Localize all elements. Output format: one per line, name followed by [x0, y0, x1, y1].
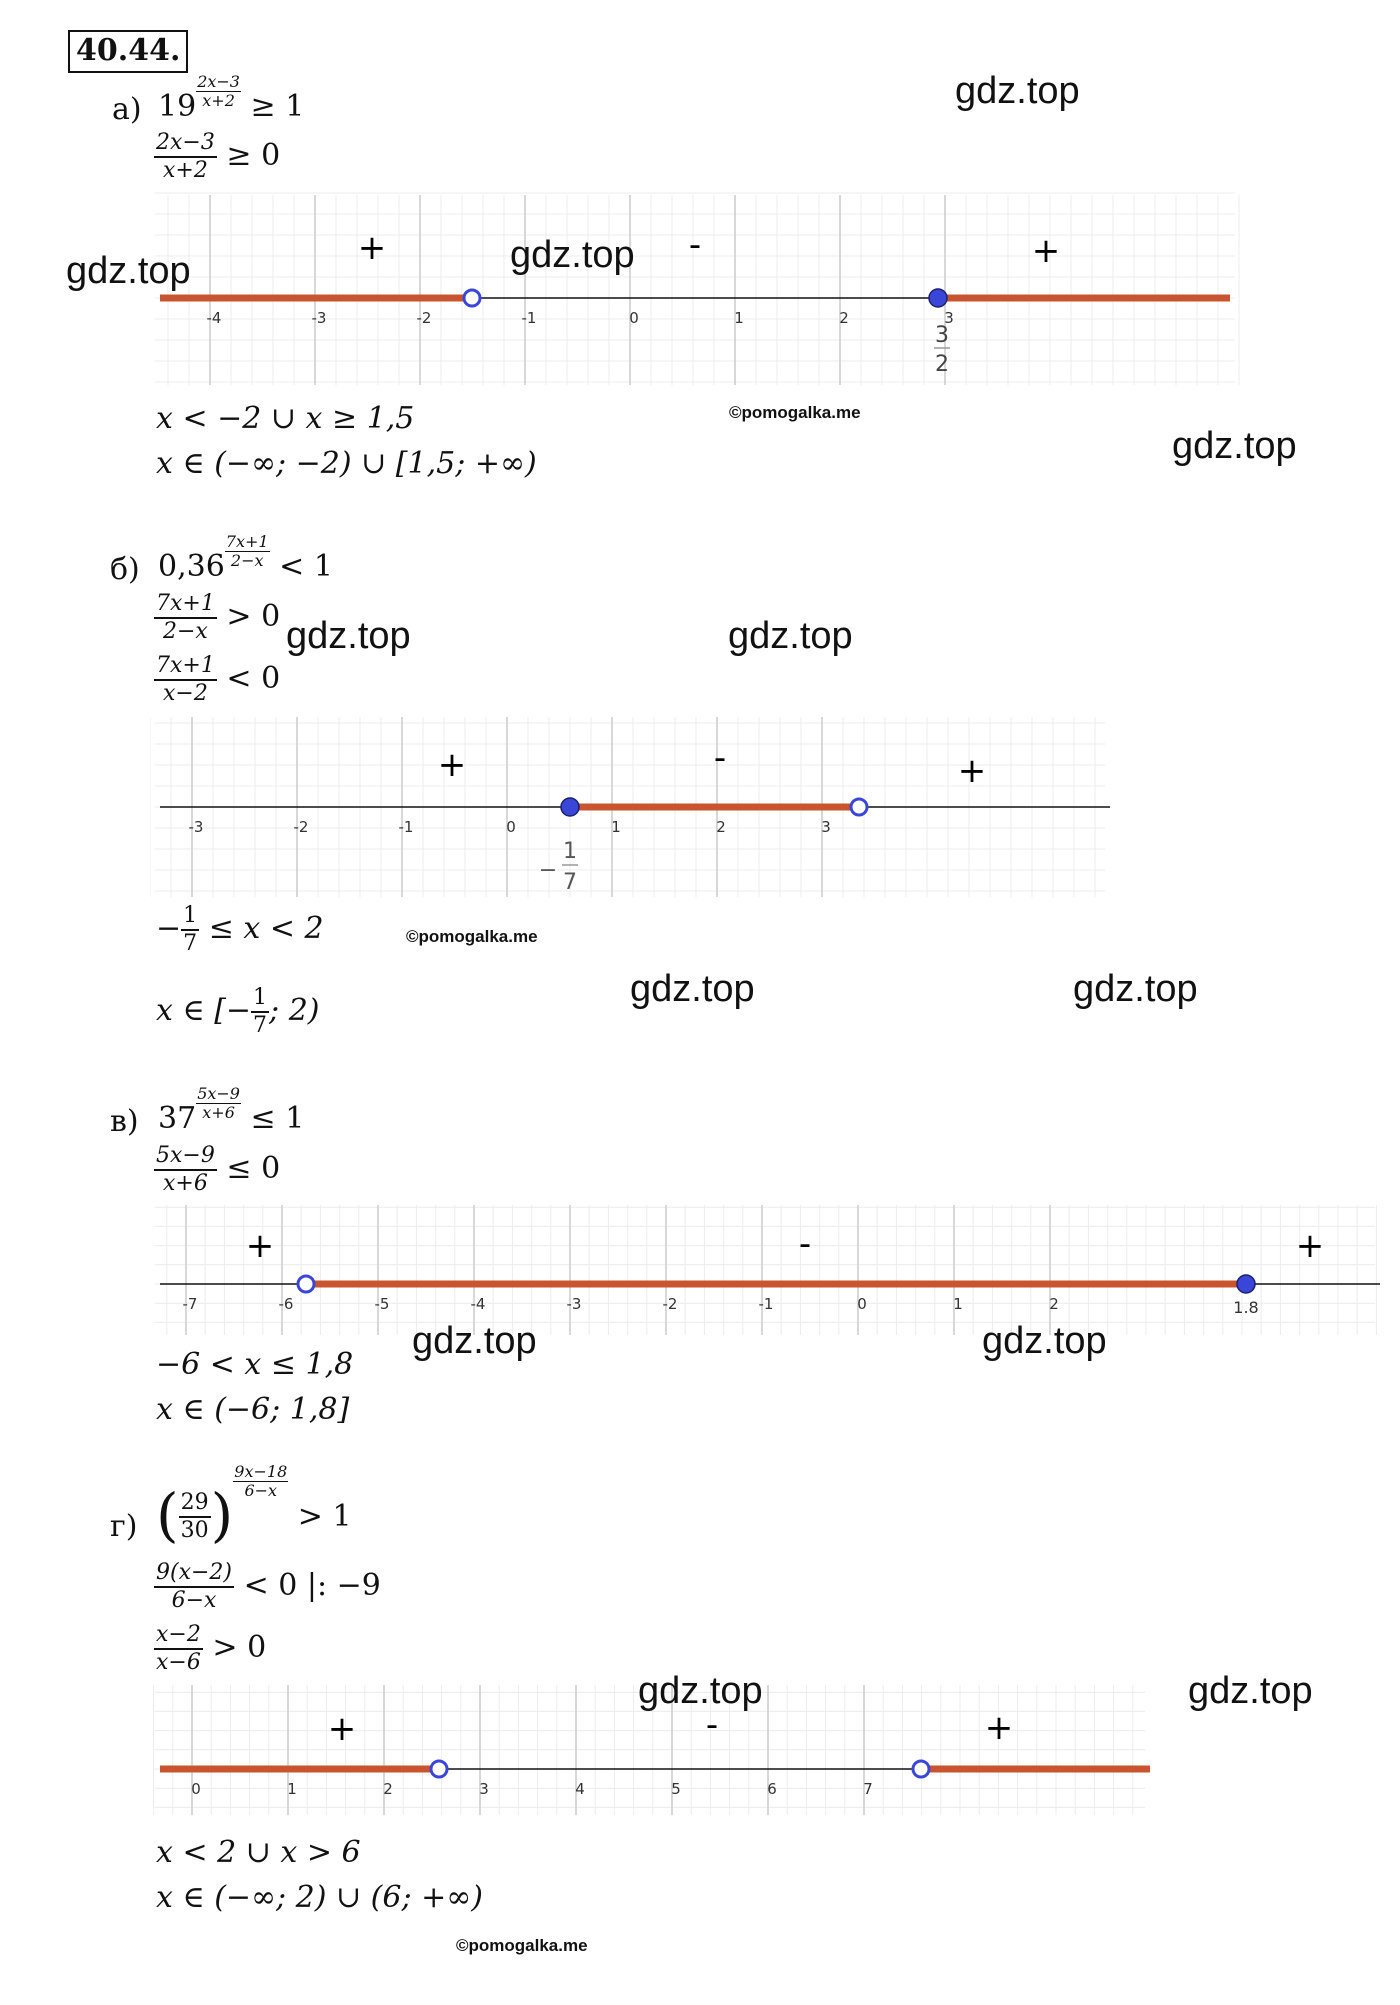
watermark: gdz.top: [1172, 425, 1297, 467]
watermark: gdz.top: [638, 1670, 763, 1712]
tick-label: 3: [479, 1780, 489, 1798]
part-b-sign-2: -: [713, 738, 727, 778]
part-c-number-line: [150, 1200, 1380, 1340]
part-a-step1: $\frac{2x-3}{x+2}$ ≥ 0: [156, 130, 281, 183]
tick-label: -3: [188, 818, 204, 836]
part-a-open-point: [464, 290, 480, 306]
part-b-label: б): [110, 552, 140, 587]
tick-label: 2: [839, 309, 849, 327]
watermark: gdz.top: [1188, 1670, 1313, 1712]
copyright-mark: ©pomogalka.me: [456, 1936, 588, 1955]
part-d-ticks: [191, 1780, 873, 1798]
part-a-point-num: 3: [935, 323, 949, 348]
part-c-open-point: [298, 1276, 314, 1292]
part-d-answer-1: x < 2 ∪ x > 6: [156, 1835, 361, 1870]
tick-label: -3: [566, 1295, 582, 1313]
copyright-mark: ©pomogalka.me: [729, 403, 861, 422]
part-c-point-label: 1.8: [1233, 1298, 1259, 1317]
tick-label: -1: [758, 1295, 774, 1313]
part-d-answer-2: x ∈ (−∞; 2) ∪ (6; +∞): [156, 1880, 483, 1915]
part-c-ticks: [183, 1295, 1059, 1313]
part-d-step2: $\frac{x-2}{x-6}$ > 0: [156, 1622, 267, 1675]
watermark: gdz.top: [728, 615, 853, 657]
tick-label: 0: [629, 309, 639, 327]
tick-label: -5: [374, 1295, 390, 1313]
tick-label: 2: [383, 1780, 393, 1798]
part-d-sign-2: -: [705, 1705, 719, 1745]
part-b-point-sign: −: [538, 858, 558, 883]
tick-label: -6: [278, 1295, 294, 1313]
part-c-answer-1: −6 < x ≤ 1,8: [156, 1347, 354, 1382]
part-a-number-line: [150, 190, 1240, 400]
part-b-point-num: 1: [563, 839, 577, 864]
part-a-answer-2: x ∈ (−∞; −2) ∪ [1,5; +∞): [156, 446, 537, 481]
tick-label: 5: [671, 1780, 681, 1798]
tick-label: 1: [611, 818, 621, 836]
tick-label: -4: [206, 309, 222, 327]
part-b-ticks: [189, 818, 831, 836]
tick-label: 1: [953, 1295, 963, 1313]
watermark: gdz.top: [412, 1320, 537, 1362]
tick-label: -3: [311, 309, 327, 327]
tick-label: 6: [767, 1780, 777, 1798]
part-a-sign-2: -: [688, 225, 702, 265]
part-d-step1: $\frac{9(x-2)}{6-x}$ < 0 |: −9: [156, 1560, 381, 1613]
tick-label: 7: [863, 1780, 873, 1798]
part-a-grid: [155, 193, 1239, 385]
watermark: gdz.top: [1073, 968, 1198, 1010]
part-d-open-point-2: [431, 1761, 447, 1777]
watermark: gdz.top: [510, 234, 635, 276]
tick-label: 0: [506, 818, 516, 836]
watermark: gdz.top: [630, 968, 755, 1010]
part-b-equation: 0,36 $\frac{7x+1}{2-x}$ < 1: [158, 532, 333, 584]
part-a-closed-point: [929, 289, 947, 307]
part-c-sign-1: +: [245, 1226, 275, 1266]
part-a-equation: 19 $\frac{2x-3}{x+2}$ ≥ 1: [158, 72, 305, 124]
part-a-answer-1: x < −2 ∪ x ≥ 1,5: [156, 401, 415, 436]
part-b-number-line: [150, 712, 1110, 912]
tick-label: 0: [191, 1780, 201, 1798]
part-c-sign-2: -: [798, 1224, 812, 1264]
tick-label: -1: [521, 309, 537, 327]
part-b-point-den: 7: [563, 870, 577, 895]
tick-label: -2: [662, 1295, 678, 1313]
tick-label: 4: [575, 1780, 585, 1798]
part-b-step1: $\frac{7x+1}{2-x}$ > 0: [156, 591, 281, 644]
tick-label: -2: [416, 309, 432, 327]
tick-label: 3: [944, 309, 954, 327]
part-d-sign-1: +: [327, 1709, 357, 1749]
part-b-answer-1: − $\frac{1}{7}$ ≤ x < 2: [156, 903, 324, 956]
watermark: gdz.top: [66, 250, 191, 292]
part-a-label: а): [112, 92, 142, 127]
part-d-equation: ( $\frac{29}{30}$ ) $\frac{9x-18}{6-x}$ > 1: [156, 1462, 352, 1549]
part-c-step1: $\frac{5x-9}{x+6}$ ≤ 0: [156, 1143, 281, 1196]
part-c-answer-2: x ∈ (−6; 1,8]: [156, 1392, 350, 1427]
part-b-step2: $\frac{7x+1}{x-2}$ < 0: [156, 653, 281, 706]
part-b-closed-point: [561, 798, 579, 816]
watermark: gdz.top: [286, 615, 411, 657]
part-a-sign-1: +: [357, 228, 387, 268]
part-d-open-point-6: [913, 1761, 929, 1777]
part-d-label: г): [110, 1509, 138, 1544]
tick-label: -4: [470, 1295, 486, 1313]
part-b-answer-2: x ∈ [− $\frac{1}{7}$ ; 2): [156, 985, 320, 1038]
part-b-sign-3: +: [957, 751, 987, 791]
tick-label: -7: [182, 1295, 198, 1313]
part-c-equation: 37 $\frac{5x-9}{x+6}$ ≤ 1: [158, 1084, 305, 1136]
tick-label: 0: [857, 1295, 867, 1313]
watermark: gdz.top: [955, 70, 1080, 112]
part-c-closed-point: [1237, 1275, 1255, 1293]
tick-label: -2: [293, 818, 309, 836]
part-c-grid: [155, 1205, 1376, 1335]
part-a-ticks: [207, 309, 954, 327]
part-a-point-den: 2: [935, 352, 949, 377]
tick-label: 2: [716, 818, 726, 836]
tick-label: 2: [1049, 1295, 1059, 1313]
part-c-sign-3: +: [1295, 1226, 1325, 1266]
tick-label: -1: [398, 818, 414, 836]
tick-label: 1: [287, 1780, 297, 1798]
problem-number: 40.44.: [68, 30, 188, 73]
part-b-open-point: [851, 799, 867, 815]
part-d-sign-3: +: [984, 1708, 1014, 1748]
tick-label: 3: [821, 818, 831, 836]
copyright-mark: ©pomogalka.me: [406, 927, 538, 946]
part-c-label: в): [110, 1104, 139, 1139]
tick-label: 1: [734, 309, 744, 327]
part-b-sign-1: +: [437, 745, 467, 785]
watermark: gdz.top: [982, 1320, 1107, 1362]
part-a-sign-3: +: [1031, 231, 1061, 271]
